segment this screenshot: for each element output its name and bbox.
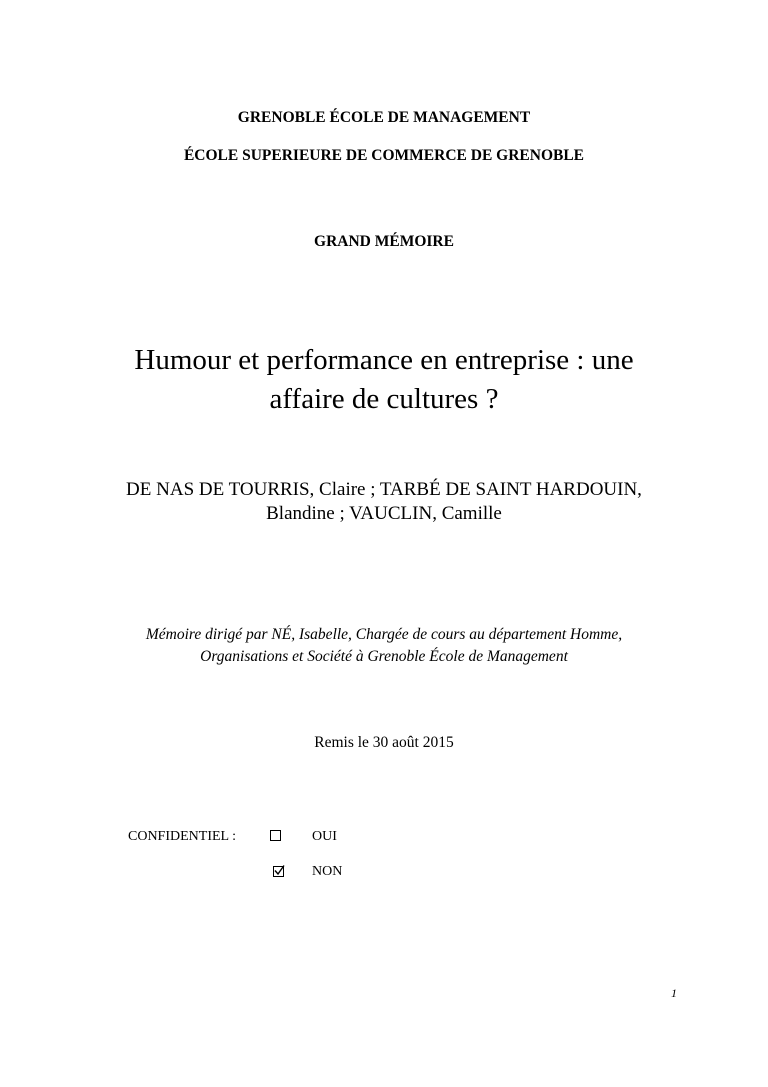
authors-line1: DE NAS DE TOURRIS, Claire ; TARBÉ DE SAINT HARDOUIN, bbox=[126, 479, 642, 500]
thesis-title-line2: affaire de cultures ? bbox=[269, 383, 499, 415]
authors bbox=[84, 478, 684, 526]
document-type: GRAND MÉMOIRE bbox=[314, 233, 454, 250]
school-name-line2: ÉCOLE SUPERIEURE DE COMMERCE DE GRENOBLE bbox=[183, 147, 585, 164]
authors-line2: Blandine ; VAUCLIN, Camille bbox=[266, 503, 502, 524]
submission-date: Remis le 30 août 2015 bbox=[314, 734, 454, 751]
confidential-oui-label: OUI bbox=[312, 829, 337, 844]
thesis-director-line1: Mémoire dirigé par NÉ, Isabelle, Chargée de cours au département Homme, bbox=[145, 626, 623, 643]
confidential-oui-checkbox[interactable] bbox=[270, 830, 281, 841]
thesis-title bbox=[84, 341, 684, 419]
page-number: 1 bbox=[671, 986, 677, 1000]
checkmark-icon bbox=[273, 864, 286, 877]
school-name-line1: GRENOBLE ÉCOLE DE MANAGEMENT bbox=[237, 109, 531, 126]
confidential-non-checkbox[interactable] bbox=[273, 866, 284, 877]
thesis-director-line2: Organisations et Société à Grenoble École de Management bbox=[200, 648, 568, 665]
thesis-director bbox=[84, 624, 684, 668]
thesis-title-line1: Humour et performance en entreprise : une bbox=[134, 344, 634, 376]
confidential-non-label: NON bbox=[312, 864, 343, 879]
confidentiality-label: CONFIDENTIEL : bbox=[128, 829, 236, 844]
